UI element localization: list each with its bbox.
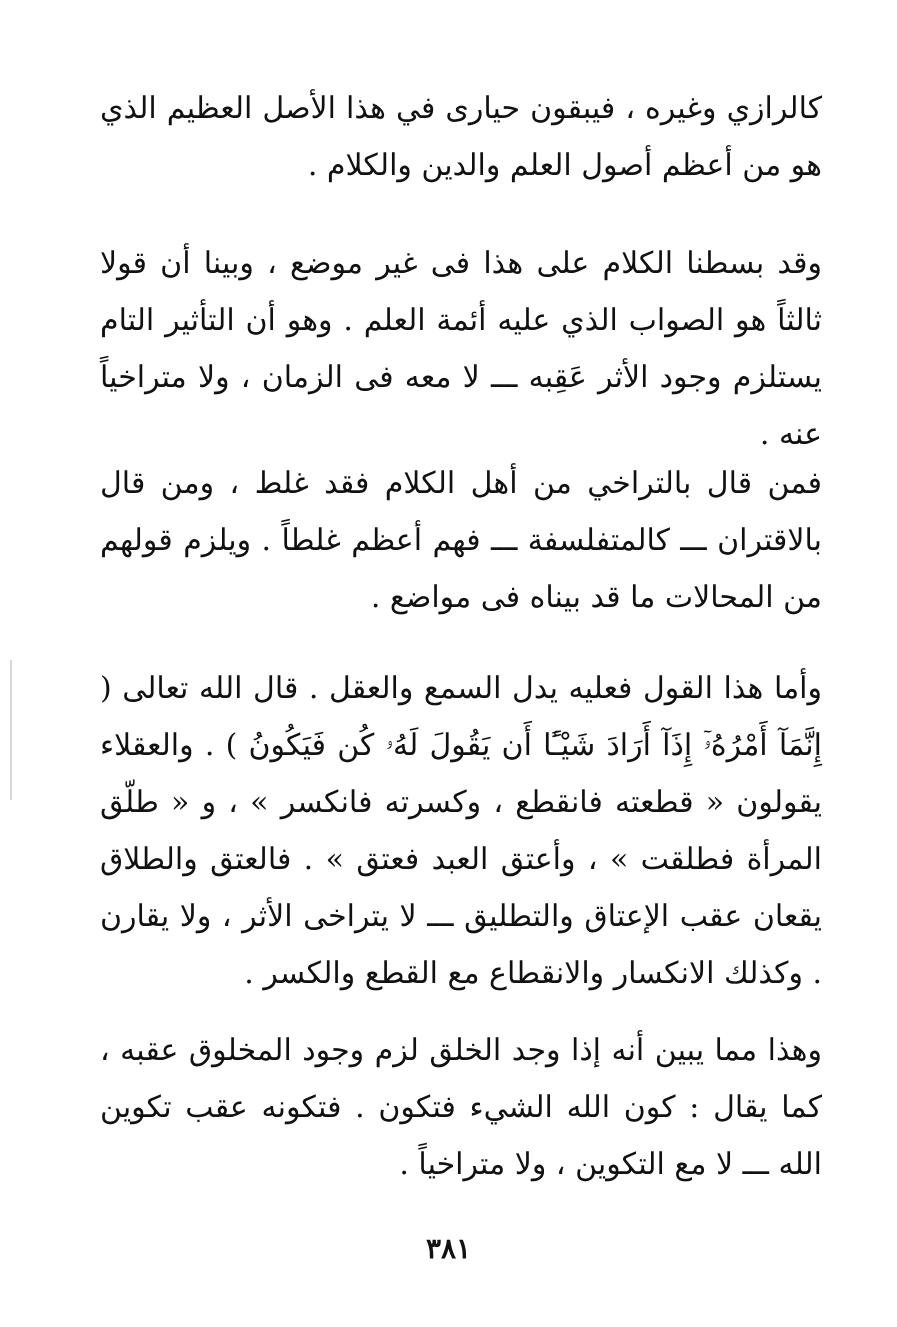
paragraph-4: وأما هذا القول فعليه يدل السمع والعقل . قال الله تعالى ( إِنَّمَآ أَمْرُهُۥٓ إِذَآ أَرَادَ شَيْـًٔا أَن يَقُولَ لَهُۥ كُن فَيَكُونُ ) . والعقلاء يقولون « قطعته فانقطع ، وكسرته فانكسر » ، و « طلّق المرأة فطلقت » ، وأعتق العبد فعتق » . فالعتق والطلاق يقعان عقب الإعتاق والتطليق ـــ لا يتراخى الأثر ، ولا يقارن . وكذلك الانكسار والانقطاع مع القطع والكسر . [100, 671, 822, 991]
paragraph-1: كالرازي وغيره ، فيبقون حيارى في هذا الأصل العظيم الذي هو من أعظم أصول العلم والدين والكلام . [100, 91, 822, 183]
scan-edge-mark [10, 660, 12, 800]
paragraph-3: فمن قال بالتراخي من أهل الكلام فقد غلط ، ومن قال بالاقتران ـــ كالمتفلسفة ـــ فهم أعظم غلطاً . ويلزم قولهم من المحالات ما قد بيناه فى مواضع . [100, 466, 822, 615]
paragraph-2: وقد بسطنا الكلام على هذا فى غير موضع ، وبينا أن قولا ثالثاً هو الصواب الذي عليه أئمة العلم . وهو أن التأثير التام يستلزم وجود الأثر عَقِبه ـــ لا معه فى الزمان ، ولا متراخياً عنه . [100, 246, 823, 452]
page-number: ٣٨١ [425, 1232, 472, 1265]
paragraph-5: وهذا مما يبين أنه إذا وجد الخلق لزم وجود المخلوق عقبه ، كما يقال : كون الله الشيء فتكون . فتكونه عقب تكوين الله ـــ لا مع التكوين ، ولا متراخياً . [100, 1033, 822, 1182]
